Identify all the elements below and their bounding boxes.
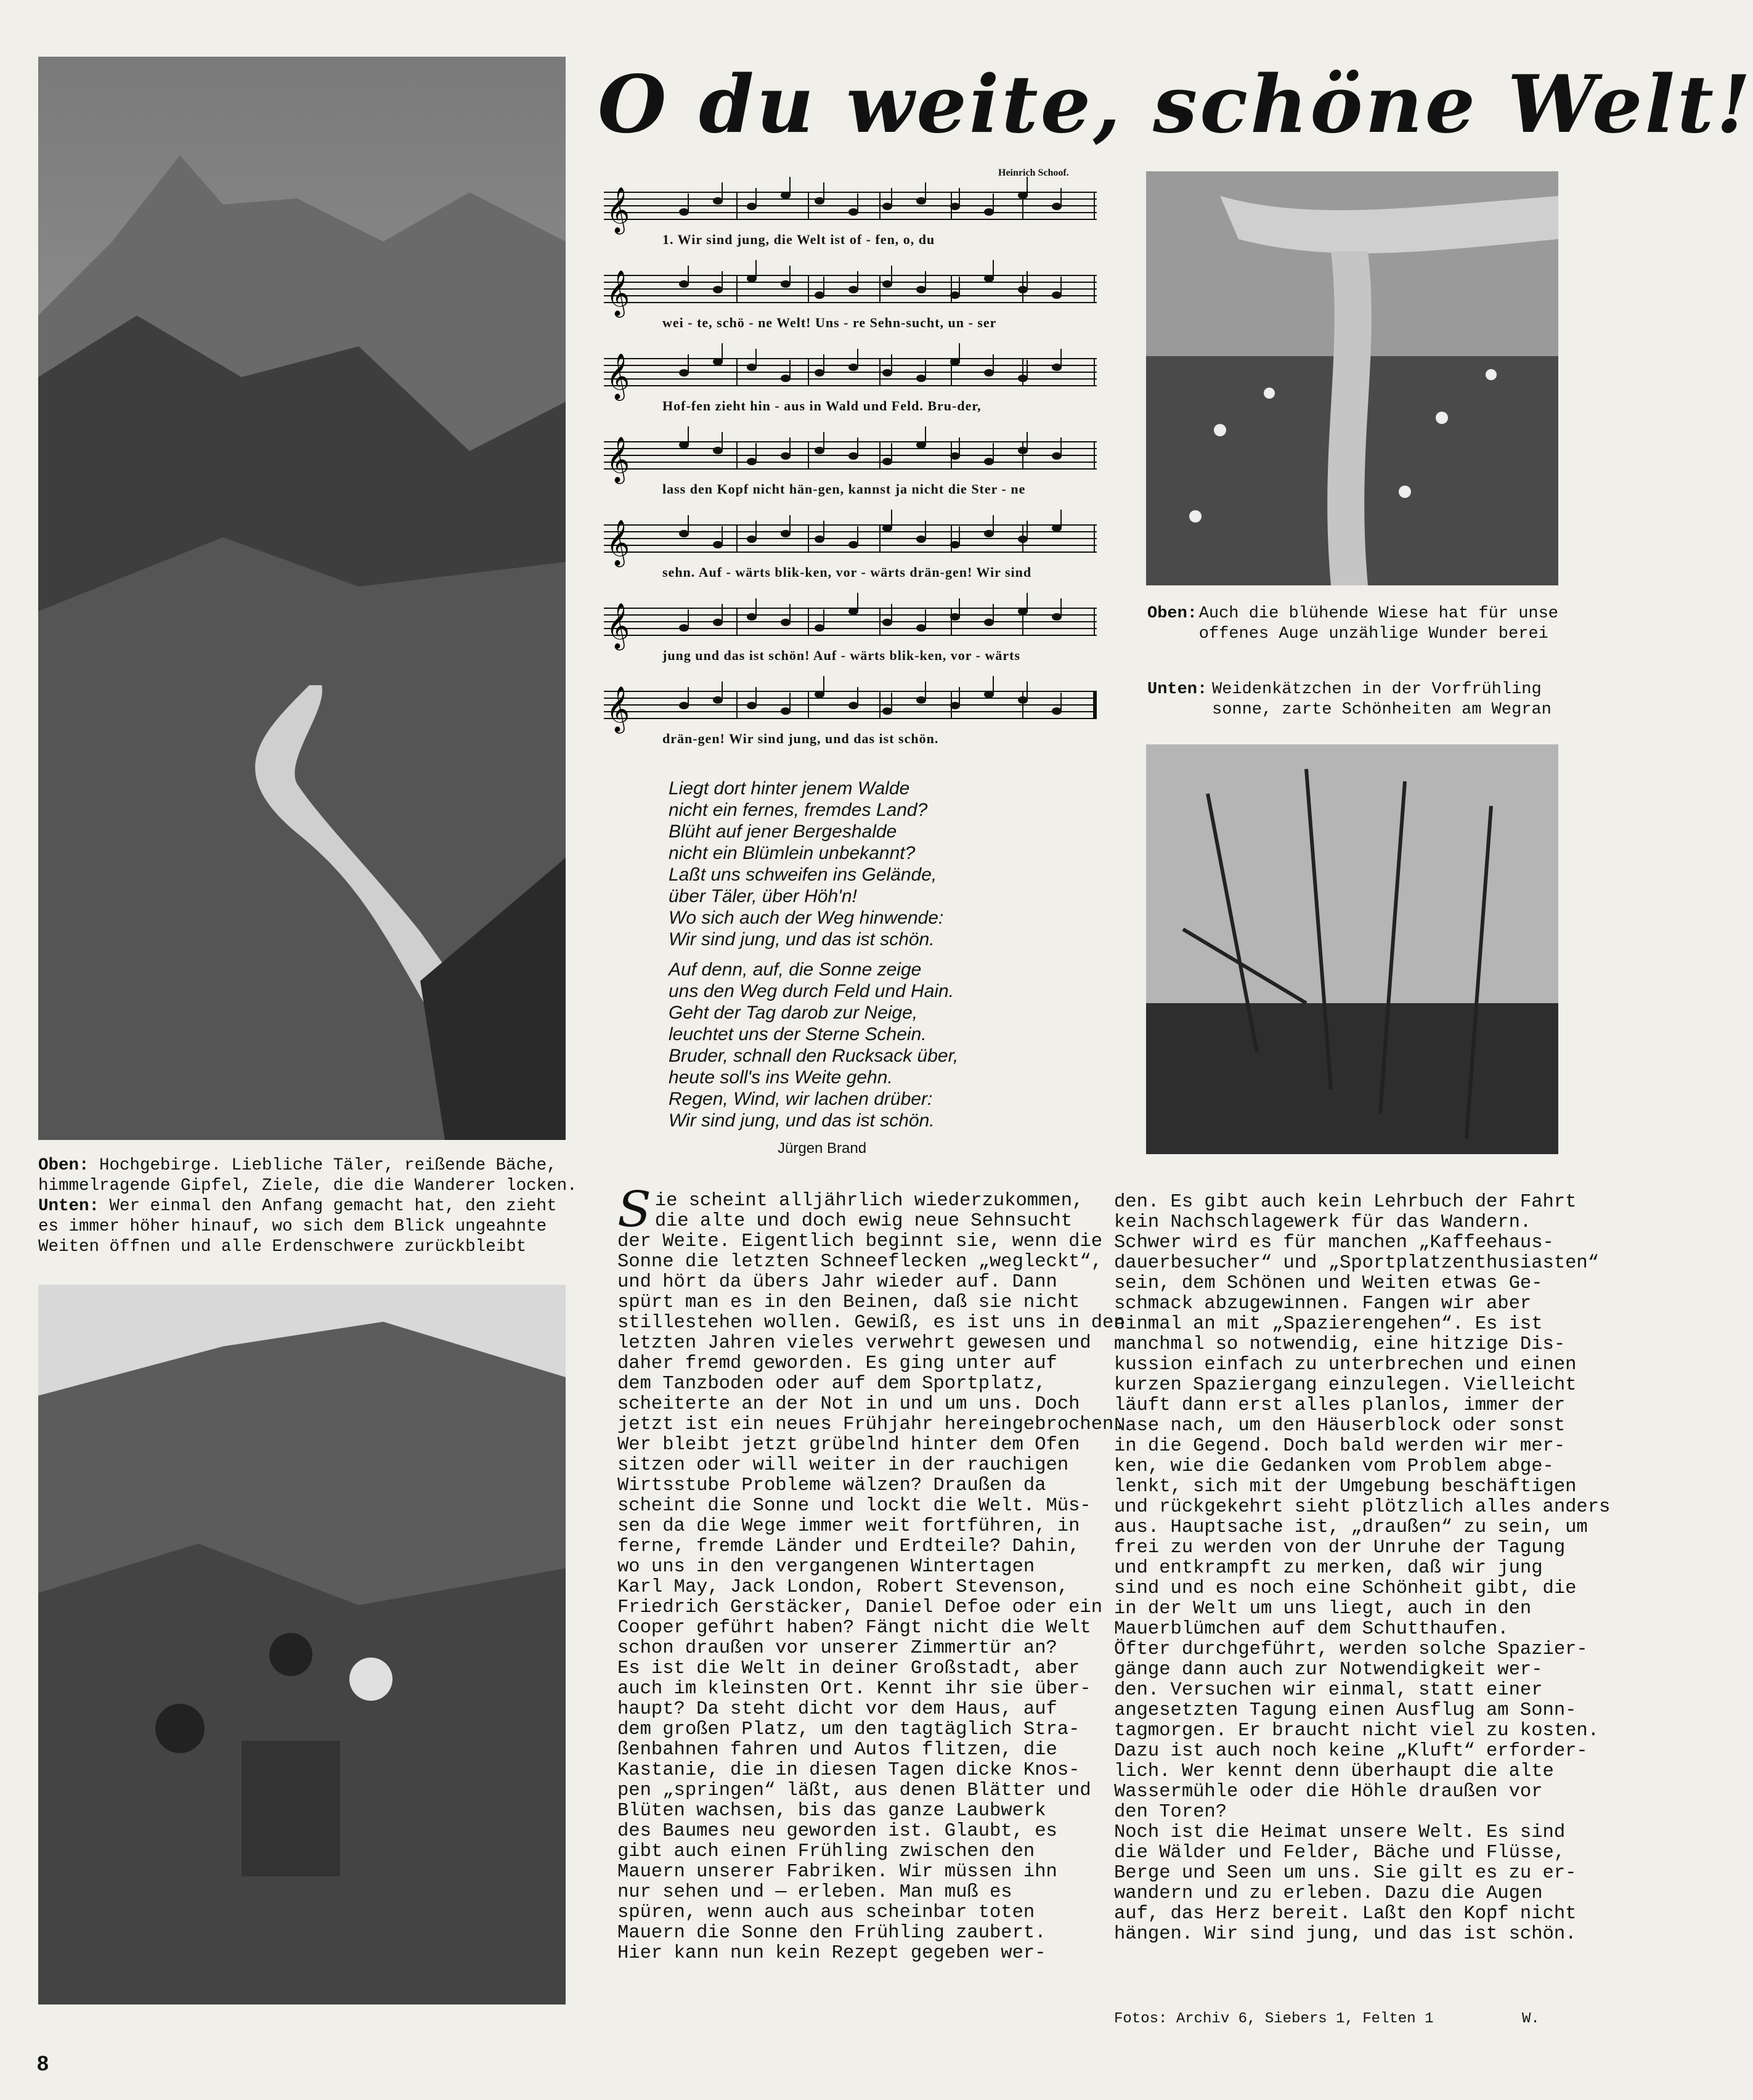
note-head xyxy=(882,458,892,465)
caption-text: Weiten öffnen und alle Erdenschwere zurückbleibt xyxy=(38,1237,527,1256)
article-column-1 xyxy=(617,1181,1125,1964)
note-head xyxy=(1052,364,1062,371)
treble-clef-icon: 𝄞 xyxy=(606,187,630,233)
music-staff xyxy=(604,684,1103,732)
note-head xyxy=(1018,192,1028,199)
article-line: scheint die Sonne und lockt die Welt. Müs- xyxy=(617,1496,1091,1516)
note-head xyxy=(713,358,723,365)
staff-row xyxy=(604,518,1103,580)
note-head xyxy=(1052,452,1062,460)
article-line: ßenbahnen fahren und Autos flitzen, die xyxy=(617,1740,1057,1760)
treble-clef-icon: 𝄞 xyxy=(606,271,630,316)
photo-blooming-meadow xyxy=(1146,171,1558,585)
caption-right-bottom xyxy=(1147,680,1558,720)
music-staff xyxy=(604,434,1103,482)
note-head xyxy=(815,447,824,454)
article-line: Friedrich Gerstäcker, Daniel Defoe oder ein xyxy=(617,1597,1103,1618)
note-head xyxy=(848,452,858,460)
poem-line: über Täler, über Höh'n! xyxy=(669,886,857,906)
note-head xyxy=(1018,286,1028,293)
lyric-line: sehn. Auf - wärts blik-ken, vor - wärts drän-gen! Wir sind xyxy=(662,564,1032,580)
note-head xyxy=(781,707,791,715)
poem-line: Regen, Wind, wir lachen drüber: xyxy=(669,1089,933,1109)
caption-label-bottom: Unten: xyxy=(38,1197,100,1216)
poem-line: uns den Weg durch Feld und Hain. xyxy=(669,981,954,1001)
article-line: scheiterte an der Not in und um uns. Doch xyxy=(617,1394,1080,1415)
caption-text: Weidenkätzchen in der Vorfrühling xyxy=(1212,680,1542,699)
article-line: stillestehen wollen. Gewiß, es ist uns in den xyxy=(617,1312,1125,1333)
article-line: den. Es gibt auch kein Lehrbuch der Fahrt xyxy=(1114,1192,1577,1213)
article-line: haupt? Da steht dicht vor dem Haus, auf xyxy=(617,1699,1057,1720)
lyric-line: Hof-fen zieht hin - aus in Wald und Feld. Bru-der, xyxy=(662,398,982,413)
note-head xyxy=(713,447,723,454)
article-line: Sonne die letzten Schneeflecken „wegleckt“, xyxy=(617,1251,1103,1272)
article-line: dauerbesucher“ und „Sportplatzenthusiasten“ xyxy=(1114,1253,1600,1274)
article-line: Wirtsstube Probleme wälzen? Draußen da xyxy=(617,1475,1046,1496)
article-line: gänge dann auch zur Notwendigkeit wer- xyxy=(1114,1659,1543,1680)
article-line: Mauerblümchen auf dem Schutthaufen. xyxy=(1114,1619,1509,1640)
lyric-line: drän-gen! Wir sind jung, und das ist schön. xyxy=(662,731,939,746)
note-head xyxy=(848,208,858,216)
note-head xyxy=(679,530,689,537)
note-head xyxy=(747,458,757,465)
note-head xyxy=(916,624,926,632)
caption-label-top: Oben: xyxy=(1147,604,1198,623)
note-head xyxy=(747,535,757,543)
note-head xyxy=(815,691,824,698)
note-head xyxy=(1052,291,1062,299)
caption-label-bottom: Unten: xyxy=(1147,680,1208,699)
article-line: den. Versuchen wir einmal, statt einer xyxy=(1114,1680,1543,1701)
music-staff xyxy=(604,351,1103,399)
note-head xyxy=(848,541,858,548)
staff-row xyxy=(604,684,1103,747)
article-line: dem Tanzboden oder auf dem Sportplatz, xyxy=(617,1374,1046,1394)
poem-line: Liegt dort hinter jenem Walde xyxy=(669,778,910,799)
note-head xyxy=(950,291,960,299)
poem-line: Auf denn, auf, die Sonne zeige xyxy=(669,959,922,980)
article-line: kein Nachschlagewerk für das Wandern. xyxy=(1114,1212,1532,1233)
note-head xyxy=(747,702,757,709)
article-line: tagmorgen. Er braucht nicht viel zu kosten. xyxy=(1114,1720,1600,1741)
article-line: gibt auch einen Frühling zwischen den xyxy=(617,1841,1035,1862)
treble-clef-icon: 𝄞 xyxy=(606,686,630,732)
note-head xyxy=(1052,524,1062,532)
note-head xyxy=(713,197,723,205)
photo-mountain-valley xyxy=(38,57,566,1140)
note-head xyxy=(1052,203,1062,210)
note-head xyxy=(815,197,824,205)
treble-clef-icon: 𝄞 xyxy=(606,354,630,399)
note-head xyxy=(815,369,824,376)
note-head xyxy=(882,524,892,532)
note-head xyxy=(781,619,791,626)
page-title: O du weite, schöne Welt! xyxy=(598,59,1753,151)
staff-row xyxy=(604,601,1103,664)
article-line: lenkt, sich mit der Umgebung beschäftigen xyxy=(1114,1476,1577,1497)
note-head xyxy=(1018,608,1028,615)
note-head xyxy=(984,458,994,465)
article-line: in der Welt um uns liegt, auch in den xyxy=(1114,1598,1532,1619)
poem-line: Laßt uns schweifen ins Gelände, xyxy=(669,865,937,885)
note-head xyxy=(984,619,994,626)
note-head xyxy=(916,535,926,543)
note-head xyxy=(747,364,757,371)
note-head xyxy=(781,375,791,382)
article-line: und hört da übers Jahr wieder auf. Dann xyxy=(617,1272,1057,1293)
final-barline xyxy=(1093,691,1097,718)
note-head xyxy=(1018,375,1028,382)
article-column-2 xyxy=(1114,1192,1611,1945)
treble-clef-icon: 𝄞 xyxy=(606,603,630,649)
page-number: 8 xyxy=(37,2052,49,2075)
caption-text: himmelragende Gipfel, Ziele, die die Wanderer locken. xyxy=(38,1176,577,1195)
music-staff xyxy=(604,268,1103,316)
article-line: Hier kann nun kein Rezept gegeben wer- xyxy=(617,1943,1046,1964)
note-head xyxy=(950,541,960,548)
treble-clef-icon: 𝄞 xyxy=(606,520,630,566)
note-head xyxy=(679,624,689,632)
note-head xyxy=(1018,447,1028,454)
note-head xyxy=(882,280,892,288)
note-head xyxy=(1052,707,1062,715)
article-line: sein, dem Schönen und Weiten etwas Ge- xyxy=(1114,1273,1543,1294)
article-line: kurzen Spaziergang einzulegen. Vielleicht xyxy=(1114,1375,1577,1396)
article-line: Noch ist die Heimat unsere Welt. Es sind xyxy=(1114,1822,1566,1843)
poem-author: Jürgen Brand xyxy=(778,1140,867,1157)
article-line: pen „springen“ läßt, aus denen Blätter und xyxy=(617,1780,1091,1801)
note-head xyxy=(950,702,960,709)
note-head xyxy=(882,707,892,715)
article-line: manchmal so notwendig, eine hitzige Dis- xyxy=(1114,1334,1566,1355)
article-line: Öfter durchgeführt, werden solche Spazier- xyxy=(1114,1639,1588,1660)
note-head xyxy=(679,369,689,376)
article-line: spüren, wenn auch aus scheinbar toten xyxy=(617,1902,1035,1923)
article-line: Es ist die Welt in deiner Großstadt, aber xyxy=(617,1658,1080,1679)
note-head xyxy=(916,696,926,704)
note-head xyxy=(713,286,723,293)
article-line: jetzt ist ein neues Frühjahr hereingebrochen. xyxy=(617,1414,1125,1435)
note-head xyxy=(916,286,926,293)
article-line: Wer bleibt jetzt grübelnd hinter dem Ofen xyxy=(617,1435,1080,1455)
note-head xyxy=(950,613,960,621)
note-head xyxy=(815,624,824,632)
article-line: nur sehen und — erleben. Man muß es xyxy=(617,1882,1012,1903)
poem-line: nicht ein Blümlein unbekannt? xyxy=(669,843,916,863)
note-head xyxy=(950,452,960,460)
article-line: die Wälder und Felder, Bäche und Flüsse, xyxy=(1114,1842,1566,1863)
note-head xyxy=(679,208,689,216)
article-line: spürt man es in den Beinen, daß sie nicht xyxy=(617,1292,1080,1313)
caption-text: sonne, zarte Schönheiten am Wegran xyxy=(1212,701,1552,719)
caption-text: offenes Auge unzählige Wunder berei xyxy=(1198,625,1548,643)
note-head xyxy=(848,608,858,615)
note-head xyxy=(747,275,757,282)
article-line: daher fremd geworden. Es ging unter auf xyxy=(617,1353,1057,1374)
treble-clef-icon: 𝄞 xyxy=(606,437,630,482)
article-line: Mauern die Sonne den Frühling zaubert. xyxy=(617,1923,1046,1943)
poem-line: Geht der Tag darob zur Neige, xyxy=(669,1003,918,1023)
article-line: einmal an mit „Spazierengehen“. Es ist xyxy=(1114,1314,1543,1335)
poem-line: Wir sind jung, und das ist schön. xyxy=(669,1110,935,1131)
note-head xyxy=(916,441,926,449)
poem-line: leuchtet uns der Sterne Schein. xyxy=(669,1024,927,1044)
article-line: Karl May, Jack London, Robert Stevenson, xyxy=(617,1577,1069,1598)
music-staff xyxy=(604,518,1103,566)
caption-text: Hochgebirge. Liebliche Täler, reißende Bäche, xyxy=(89,1156,557,1175)
poem-line: Blüht auf jener Bergeshalde xyxy=(669,821,897,842)
note-head xyxy=(713,619,723,626)
article-line: sind und es noch eine Schönheit gibt, die xyxy=(1114,1578,1577,1599)
note-head xyxy=(781,530,791,537)
article-line: ie scheint alljährlich wiederzukommen, xyxy=(654,1190,1084,1211)
article-line: schmack abzugewinnen. Fangen wir aber xyxy=(1114,1293,1532,1314)
article-line: ken, wie die Gedanken vom Problem abge- xyxy=(1114,1456,1554,1477)
lyric-line: 1. Wir sind jung, die Welt ist of - fen, o, du xyxy=(662,232,935,247)
article-line: Schwer wird es für manchen „Kaffeehaus- xyxy=(1114,1232,1554,1253)
note-head xyxy=(679,441,689,449)
article-line: den Toren? xyxy=(1114,1802,1227,1823)
article-line: Kastanie, die in diesen Tagen dicke Knos- xyxy=(617,1760,1080,1781)
photo-catkins xyxy=(1146,744,1558,1154)
article-line: schon draußen vor unserer Zimmertür an? xyxy=(617,1638,1057,1659)
poem-line: Wir sind jung, und das ist schön. xyxy=(669,929,935,950)
article-line: Berge und Seen um uns. Sie gilt es zu er- xyxy=(1114,1863,1577,1884)
article-line: auch im kleinsten Ort. Kennt ihr sie über- xyxy=(617,1679,1091,1699)
note-head xyxy=(984,208,994,216)
article-line: hängen. Wir sind jung, und das ist schön. xyxy=(1114,1924,1577,1945)
article-line: frei zu werden von der Unruhe der Tagung xyxy=(1114,1537,1566,1558)
article-line: auf, das Herz bereit. Laßt den Kopf nicht xyxy=(1114,1903,1577,1924)
note-head xyxy=(679,702,689,709)
article-line: Nase nach, um den Häuserblock oder sonst xyxy=(1114,1415,1566,1436)
caption-label-top: Oben: xyxy=(38,1156,89,1175)
note-head xyxy=(882,369,892,376)
article-line: aus. Hauptsache ist, „draußen“ zu sein, um xyxy=(1114,1517,1588,1538)
note-head xyxy=(848,702,858,709)
note-head xyxy=(679,280,689,288)
poem-line: Wo sich auch der Weg hinwende: xyxy=(669,908,944,928)
note-head xyxy=(916,375,926,382)
poem-stanza-2 xyxy=(669,959,1112,1131)
lyric-line: lass den Kopf nicht hän-gen, kannst ja nicht die Ster - ne xyxy=(662,481,1026,497)
article-line: Cooper geführt haben? Fängt nicht die Welt xyxy=(617,1618,1091,1638)
note-head xyxy=(882,203,892,210)
lyric-line: wei - te, schö - ne Welt! Uns - re Sehn-sucht, un - ser xyxy=(662,315,997,330)
note-head xyxy=(984,530,994,537)
note-head xyxy=(781,192,791,199)
song-composer: Heinrich Schoof. xyxy=(998,168,1069,178)
note-head xyxy=(950,203,960,210)
article-line: und entkrampft zu merken, daß wir jung xyxy=(1114,1558,1543,1579)
article-line: lich. Wer kennt denn überhaupt die alte xyxy=(1114,1761,1554,1782)
note-head xyxy=(747,613,757,621)
music-staff xyxy=(604,185,1103,233)
note-head xyxy=(984,275,994,282)
article-line: des Baumes neu geworden ist. Glaubt, es xyxy=(617,1821,1057,1842)
note-head xyxy=(713,541,723,548)
note-head xyxy=(1052,613,1062,621)
drop-cap: S xyxy=(617,1181,651,1238)
article-line: die alte und doch ewig neue Sehnsucht xyxy=(654,1211,1073,1232)
poem-line: Bruder, schnall den Rucksack über, xyxy=(669,1046,959,1066)
photo-climbers-rocks xyxy=(38,1285,566,2004)
article-line: letzten Jahren vieles verwehrt gewesen und xyxy=(617,1333,1091,1354)
note-head xyxy=(1018,535,1028,543)
note-head xyxy=(815,291,824,299)
article-line: Mauern unserer Fabriken. Wir müssen ihn xyxy=(617,1862,1057,1882)
note-head xyxy=(781,280,791,288)
note-head xyxy=(815,535,824,543)
lyric-line: jung und das ist schön! Auf - wärts blik-ken, vor - wärts xyxy=(662,648,1021,663)
article-line: dem großen Platz, um den tagtäglich Stra- xyxy=(617,1719,1080,1740)
note-head xyxy=(747,203,757,210)
note-head xyxy=(713,696,723,704)
article-line: wandern und zu erleben. Dazu die Augen xyxy=(1114,1883,1543,1904)
article-line: sitzen oder will weiter in der rauchigen xyxy=(617,1455,1069,1476)
poem-line: heute soll's ins Weite gehn. xyxy=(669,1067,893,1088)
poem-line: nicht ein fernes, fremdes Land? xyxy=(669,800,928,820)
staff-row xyxy=(604,185,1103,248)
caption-left xyxy=(38,1155,577,1257)
staff-row xyxy=(604,351,1103,414)
note-head xyxy=(916,197,926,205)
poem xyxy=(669,778,1112,1140)
note-head xyxy=(882,619,892,626)
article-line: Dazu ist auch noch keine „Kluft“ erforder- xyxy=(1114,1741,1588,1762)
article-line: läuft dann erst alles planlos, immer der xyxy=(1114,1395,1566,1416)
article-line: ferne, fremde Länder und Erdteile? Dahin, xyxy=(617,1536,1080,1557)
caption-right-top xyxy=(1147,604,1558,645)
article-line: in die Gegend. Doch bald werden wir mer- xyxy=(1114,1436,1566,1457)
poem-stanza-1 xyxy=(669,778,1112,950)
article-line: kussion einfach zu unterbrechen und einen xyxy=(1114,1354,1577,1375)
note-head xyxy=(984,691,994,698)
article-line: wo uns in den vergangenen Wintertagen xyxy=(617,1557,1035,1577)
note-head xyxy=(1018,696,1028,704)
article-line: sen da die Wege immer weit fortführen, in xyxy=(617,1516,1080,1537)
article-line: Blüten wachsen, bis das ganze Laubwerk xyxy=(617,1801,1046,1821)
caption-text: es immer höher hinauf, wo sich dem Blick ungeahnte xyxy=(38,1217,547,1236)
note-head xyxy=(950,358,960,365)
article-line: Wassermühle oder die Höhle draußen vor xyxy=(1114,1781,1543,1802)
caption-text: Wer einmal den Anfang gemacht hat, den zieht xyxy=(99,1197,557,1216)
article-line: angesetzten Tagung einen Ausflug am Sonn- xyxy=(1114,1700,1577,1721)
article-line: der Weite. Eigentlich beginnt sie, wenn die xyxy=(617,1231,1103,1252)
photo-credits: Fotos: Archiv 6, Siebers 1, Felten 1 xyxy=(1114,2011,1434,2027)
caption-text: Auch die blühende Wiese hat für unse xyxy=(1198,604,1558,623)
note-head xyxy=(781,452,791,460)
author-initials: W. xyxy=(1522,2011,1540,2027)
note-head xyxy=(848,364,858,371)
article-line: und rückgekehrt sieht plötzlich alles anders xyxy=(1114,1497,1611,1518)
music-staff xyxy=(604,601,1103,649)
note-head xyxy=(848,286,858,293)
note-head xyxy=(984,369,994,376)
staff-row xyxy=(604,434,1103,497)
staff-row xyxy=(604,268,1103,331)
